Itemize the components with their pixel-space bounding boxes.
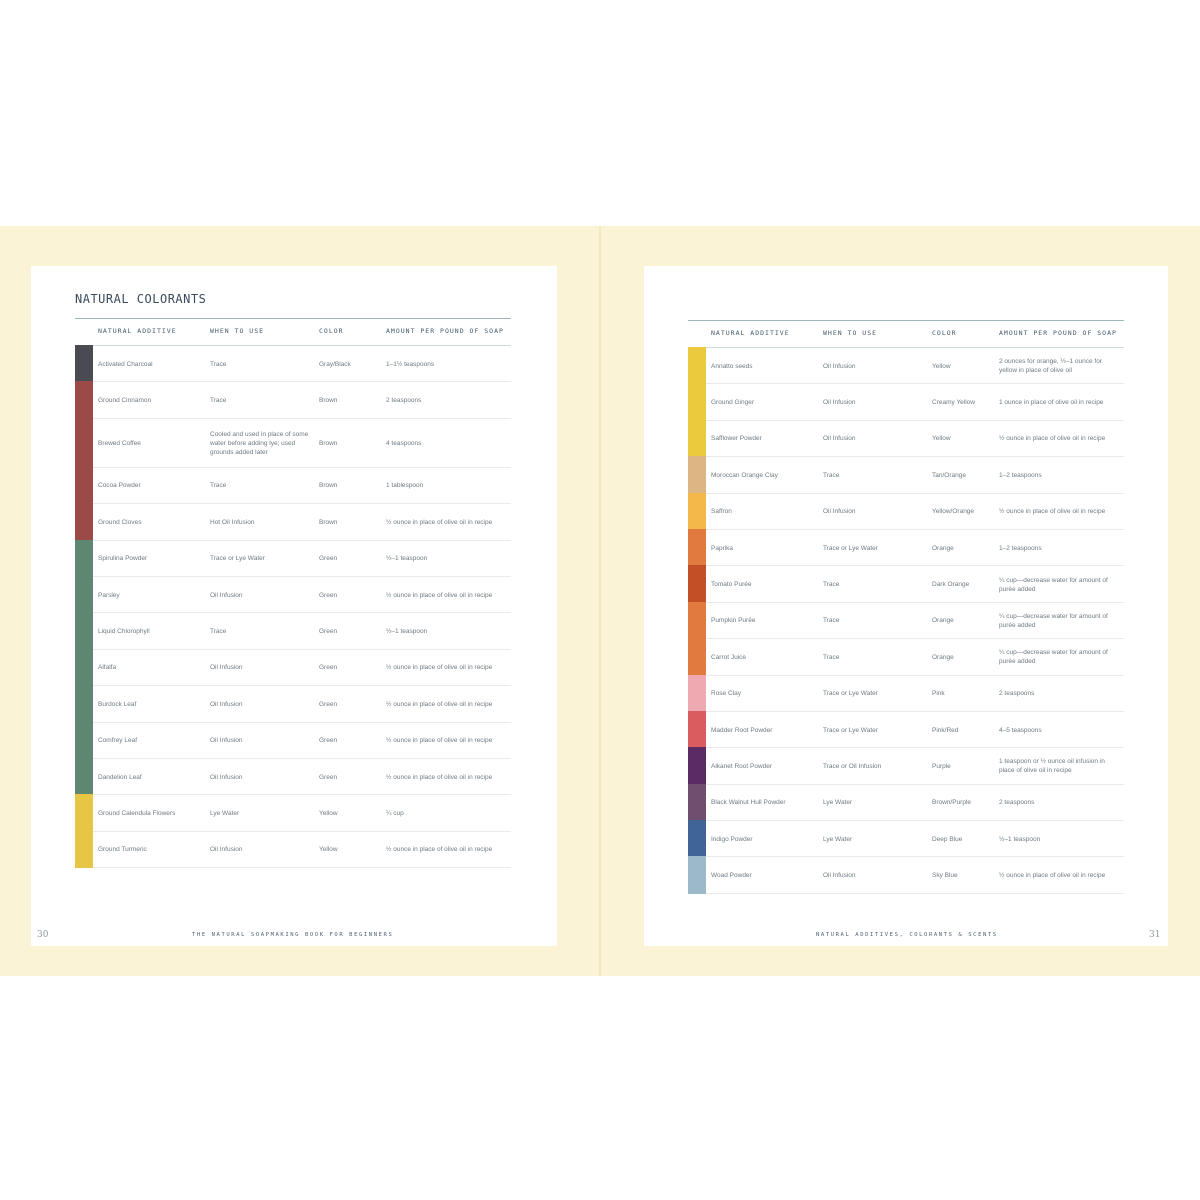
additive-cell: Activated Charcoal	[98, 360, 153, 368]
table-row	[75, 468, 511, 504]
page-number: 30	[37, 930, 49, 940]
additive-cell: Paprika	[711, 544, 734, 552]
additive-cell: Spirulina Powder	[98, 555, 148, 563]
header-natural-additive: NATURAL ADDITIVE	[711, 329, 790, 337]
color-swatch	[75, 794, 93, 831]
color-swatch	[75, 467, 93, 504]
additive-cell: Dandelion Leaf	[98, 773, 142, 781]
additive-cell: Ground Ginger	[711, 399, 754, 407]
amount-cell: 2 teaspoons	[999, 690, 1035, 698]
table-row	[75, 504, 511, 540]
color-swatch	[75, 540, 93, 577]
when-to-use-cell: Trace	[823, 617, 840, 625]
header-color: COLOR	[319, 327, 344, 335]
color-cell: Purple	[932, 762, 951, 770]
additive-cell: Moroccan Orange Clay	[711, 471, 778, 479]
when-to-use-cell: Oil Infusion	[823, 399, 856, 407]
book-spread	[0, 226, 1200, 976]
table-row	[75, 686, 511, 722]
color-cell: Orange	[932, 653, 954, 661]
amount-cell: 1–2 teaspoons	[999, 471, 1042, 479]
table-row	[75, 541, 511, 577]
table-row	[688, 421, 1124, 457]
amount-cell: ½ ounce in place of olive oil in recipe	[999, 435, 1106, 443]
color-swatch	[688, 675, 706, 712]
page-number: 31	[1149, 930, 1161, 940]
right-page	[644, 266, 1168, 946]
page-title: NATURAL COLORANTS	[75, 292, 207, 306]
table-row	[688, 676, 1124, 712]
color-cell: Brown	[319, 397, 338, 405]
color-swatch	[688, 856, 706, 893]
additive-cell: Comfrey Leaf	[98, 737, 138, 745]
color-cell: Sky Blue	[932, 872, 958, 880]
amount-cell: 1 tablespoon	[386, 482, 424, 490]
left-page	[31, 266, 557, 946]
when-to-use-cell: Lye Water	[823, 799, 853, 807]
when-to-use-cell: Oil Infusion	[823, 362, 856, 370]
color-cell: Pink/Red	[932, 726, 959, 734]
color-swatch	[688, 784, 706, 821]
amount-cell: 4–5 teaspoons	[999, 726, 1042, 734]
color-swatch	[75, 503, 93, 540]
color-cell: Yellow	[319, 809, 338, 817]
table-row	[688, 785, 1124, 821]
header-color: COLOR	[932, 329, 957, 337]
color-cell: Green	[319, 555, 338, 563]
table-row	[688, 566, 1124, 602]
table-row	[688, 494, 1124, 530]
color-swatch	[75, 576, 93, 613]
color-cell: Green	[319, 773, 338, 781]
when-to-use-cell: Oil Infusion	[210, 700, 243, 708]
color-swatch	[75, 649, 93, 686]
when-to-use-cell: Lye Water	[210, 809, 240, 817]
color-cell: Tan/Orange	[932, 471, 966, 479]
color-swatch	[75, 722, 93, 759]
color-swatch	[75, 418, 93, 468]
header-when-to-use: WHEN TO USE	[210, 327, 265, 335]
amount-cell: ½–1 teaspoon	[386, 628, 428, 636]
amount-cell: 4 teaspoons	[386, 439, 422, 447]
table-row	[75, 832, 511, 868]
additive-cell: Alkanet Root Powder	[711, 762, 773, 770]
when-to-use-cell: Lye Water	[823, 835, 853, 843]
color-cell: Orange	[932, 544, 954, 552]
color-swatch	[688, 529, 706, 566]
when-to-use-cell: Hot Oil Infusion	[210, 518, 255, 526]
table-row	[75, 382, 511, 418]
additive-cell: Ground Turmeric	[98, 846, 147, 854]
when-to-use-cell: Trace	[210, 397, 227, 405]
amount-cell: 1–2 teaspoons	[999, 544, 1042, 552]
amount-cell: ½ ounce in place of olive oil in recipe	[386, 846, 493, 854]
book-gutter	[599, 226, 601, 976]
additive-cell: Woad Powder	[711, 872, 752, 880]
table-row	[75, 577, 511, 613]
color-swatch	[688, 420, 706, 457]
when-to-use-cell: Trace	[823, 581, 840, 589]
amount-cell: ½–1 teaspoon	[999, 835, 1041, 843]
table-row	[688, 639, 1124, 675]
table-row	[75, 759, 511, 795]
colorants-table-left	[75, 318, 511, 868]
when-to-use-cell: Oil Infusion	[823, 508, 856, 516]
header-natural-additive: NATURAL ADDITIVE	[98, 327, 177, 335]
when-to-use-cell: Oil Infusion	[823, 872, 856, 880]
color-swatch	[75, 612, 93, 649]
colorants-table-right	[688, 320, 1124, 894]
additive-cell: Ground Cinnamon	[98, 397, 152, 405]
color-swatch	[75, 381, 93, 418]
color-swatch	[75, 831, 93, 868]
color-cell: Brown/Purple	[932, 799, 972, 807]
color-swatch	[688, 820, 706, 857]
when-to-use-cell: Oil Infusion	[210, 737, 243, 745]
when-to-use-cell: Oil Infusion	[210, 773, 243, 781]
when-to-use-cell: Oil Infusion	[823, 435, 856, 443]
amount-cell: ½ ounce in place of olive oil in recipe	[999, 872, 1106, 880]
amount-cell: ½ ounce in place of olive oil in recipe	[386, 737, 493, 745]
color-cell: Green	[319, 700, 338, 708]
color-cell: Brown	[319, 439, 338, 447]
additive-cell: Carrot Juice	[711, 653, 747, 661]
color-cell: Dark Orange	[932, 581, 970, 589]
amount-cell: ¼ cup—decrease water for amount of purée added	[999, 576, 1108, 593]
amount-cell: 1 ounce in place of olive oil in recipe	[999, 399, 1104, 407]
when-to-use-cell: Cooled and used in place of some water before adding lye; used grounds added later	[210, 430, 309, 456]
when-to-use-cell: Trace or Lye Water	[823, 726, 878, 734]
color-cell: Green	[319, 591, 338, 599]
table-row	[75, 650, 511, 686]
color-cell: Green	[319, 664, 338, 672]
table-row	[688, 857, 1124, 893]
color-swatch	[688, 456, 706, 493]
additive-cell: Liquid Chlorophyll	[98, 628, 150, 636]
table-row	[688, 712, 1124, 748]
table-row	[75, 723, 511, 759]
color-cell: Yellow	[932, 435, 951, 443]
table-row	[688, 530, 1124, 566]
additive-cell: Black Walnut Hull Powder	[711, 799, 786, 807]
when-to-use-cell: Oil Infusion	[210, 664, 243, 672]
table-row	[688, 384, 1124, 420]
table-row	[688, 348, 1124, 384]
table-row	[688, 457, 1124, 493]
amount-cell: ½ ounce in place of olive oil in recipe	[386, 591, 493, 599]
color-cell: Brown	[319, 518, 338, 526]
additive-cell: Parsley	[98, 591, 120, 599]
amount-cell: 2 teaspoons	[999, 799, 1035, 807]
header-when-to-use: WHEN TO USE	[823, 329, 878, 337]
running-head: THE NATURAL SOAPMAKING BOOK FOR BEGINNERS	[192, 932, 394, 938]
color-swatch	[688, 383, 706, 420]
table-body	[75, 346, 511, 868]
table-header	[75, 318, 511, 346]
color-swatch	[688, 565, 706, 602]
additive-cell: Indigo Powder	[711, 835, 753, 843]
color-swatch	[688, 638, 706, 675]
amount-cell: ½–1 teaspoon	[386, 555, 428, 563]
additive-cell: Pumpkin Purée	[711, 617, 756, 625]
amount-cell: ¼ cup—decrease water for amount of purée added	[999, 649, 1108, 666]
amount-cell: ½ ounce in place of olive oil in recipe	[999, 508, 1106, 516]
amount-cell: ½ ounce in place of olive oil in recipe	[386, 773, 493, 781]
header-amount: AMOUNT PER POUND OF SOAP	[999, 329, 1117, 337]
color-cell: Yellow	[932, 362, 951, 370]
color-cell: Creamy Yellow	[932, 399, 975, 407]
color-cell: Brown	[319, 482, 338, 490]
additive-cell: Madder Root Powder	[711, 726, 773, 734]
color-swatch	[688, 747, 706, 784]
color-swatch	[75, 758, 93, 795]
additive-cell: Cocoa Powder	[98, 482, 141, 490]
when-to-use-cell: Trace or Lye Water	[823, 544, 878, 552]
table-row	[75, 346, 511, 382]
color-cell: Gray/Black	[319, 360, 351, 368]
color-swatch	[688, 493, 706, 530]
additive-cell: Tomato Purée	[711, 581, 752, 589]
color-cell: Green	[319, 628, 338, 636]
amount-cell: ¼ cup	[386, 809, 404, 817]
when-to-use-cell: Trace	[823, 653, 840, 661]
amount-cell: 2 ounces for orange, ½–1 ounce for yellow in place of olive oil	[999, 358, 1102, 375]
when-to-use-cell: Trace	[210, 360, 227, 368]
table-row	[688, 748, 1124, 784]
color-swatch	[688, 711, 706, 748]
amount-cell: ½ ounce in place of olive oil in recipe	[386, 518, 493, 526]
amount-cell: 2 teaspoons	[386, 397, 422, 405]
amount-cell: ½ ounce in place of olive oil in recipe	[386, 664, 493, 672]
header-amount: AMOUNT PER POUND OF SOAP	[386, 327, 504, 335]
when-to-use-cell: Trace	[210, 628, 227, 636]
table-row	[75, 419, 511, 468]
table-row	[75, 795, 511, 831]
additive-cell: Rose Clay	[711, 690, 741, 698]
additive-cell: Ground Calendula Flowers	[98, 809, 176, 817]
color-swatch	[75, 685, 93, 722]
color-swatch	[688, 602, 706, 639]
color-cell: Green	[319, 737, 338, 745]
when-to-use-cell: Oil Infusion	[210, 846, 243, 854]
color-cell: Yellow/Orange	[932, 508, 975, 516]
running-head: NATURAL ADDITIVES, COLORANTS & SCENTS	[816, 932, 998, 938]
color-cell: Deep Blue	[932, 835, 963, 843]
amount-cell: 1 teaspoon or ½ ounce oil infusion in place of olive oil in recipe	[999, 758, 1105, 775]
color-swatch	[75, 345, 93, 382]
additive-cell: Brewed Coffee	[98, 439, 141, 447]
table-header	[688, 320, 1124, 348]
additive-cell: Annatto seeds	[711, 362, 753, 370]
amount-cell: ½ ounce in place of olive oil in recipe	[386, 700, 493, 708]
table-row	[688, 603, 1124, 639]
amount-cell: ¼ cup—decrease water for amount of purée added	[999, 612, 1108, 629]
table-row	[688, 821, 1124, 857]
color-cell: Yellow	[319, 846, 338, 854]
table-body	[688, 348, 1124, 894]
additive-cell: Alfalfa	[98, 664, 117, 672]
when-to-use-cell: Trace	[210, 482, 227, 490]
color-swatch	[688, 347, 706, 384]
when-to-use-cell: Trace or Lye Water	[823, 690, 878, 698]
additive-cell: Saffron	[711, 508, 732, 516]
when-to-use-cell: Trace or Oil Infusion	[823, 762, 882, 770]
color-cell: Pink	[932, 690, 945, 698]
when-to-use-cell: Oil Infusion	[210, 591, 243, 599]
additive-cell: Ground Cloves	[98, 518, 142, 526]
when-to-use-cell: Trace	[823, 471, 840, 479]
when-to-use-cell: Trace or Lye Water	[210, 555, 265, 563]
additive-cell: Safflower Powder	[711, 435, 762, 443]
amount-cell: 1–1½ teaspoons	[386, 360, 435, 368]
additive-cell: Burdock Leaf	[98, 700, 137, 708]
table-row	[75, 613, 511, 649]
color-cell: Orange	[932, 617, 954, 625]
